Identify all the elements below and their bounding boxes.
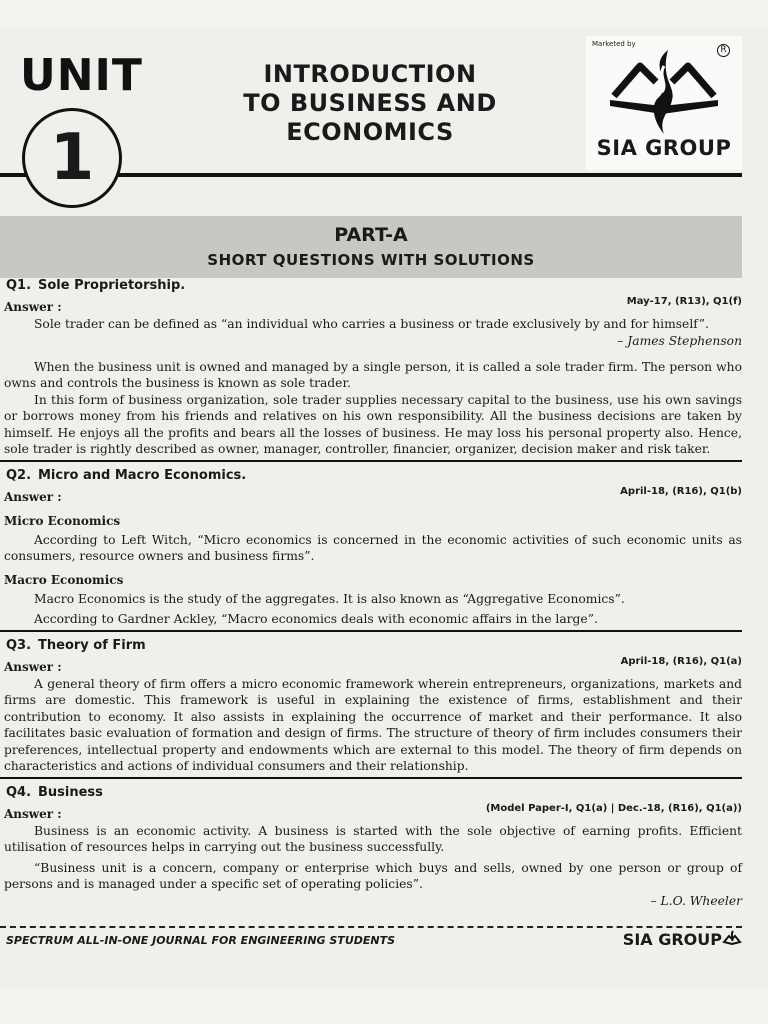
question-number: Q2. (6, 467, 32, 483)
answer-paragraph: According to Left Witch, “Micro economics is concerned in the economic activities of such economic units as consumers, resource owners and business firms”. (4, 532, 742, 563)
publisher-logo (586, 36, 742, 170)
question-number: Q3. (6, 637, 32, 653)
journal-name: SPECTRUM ALL-IN-ONE JOURNAL FOR ENGINEERING STUDENTS (6, 934, 396, 947)
question-separator (0, 777, 742, 779)
question-title: Theory of Firm (38, 637, 146, 653)
question-heading (0, 468, 742, 486)
answer-row (0, 296, 742, 316)
questions-section (0, 278, 742, 909)
sub-heading: Micro Economics (4, 513, 121, 528)
chapter-title-line: TO BUSINESS AND (243, 89, 497, 117)
sub-heading: Macro Economics (4, 572, 124, 587)
marketed-by-label: Marketed by (592, 40, 636, 48)
chapter-title-line: INTRODUCTION (263, 60, 477, 88)
chapter-title-line: ECONOMICS (286, 118, 454, 146)
answer-label: Answer : (4, 489, 62, 504)
exam-reference: May-17, (R13), Q1(f) (626, 296, 742, 307)
answer-paragraph: In this form of business organization, sole trader supplies necessary capital to the business, use his own savings or borrows money from his friends and relatives on his own responsibility. All the business decisions are taken by himself. He enjoys all the profits and bears all the losses of business. He may loss his personal property also. Hence, sole trader is rightly described as owner, manager, controller, financier, organizer, decision maker and risk taker. (4, 392, 742, 456)
answer-row (0, 656, 742, 676)
exam-reference: April-18, (R16), Q1(b) (620, 485, 742, 497)
answer-row (0, 803, 742, 823)
answer-paragraph: When the business unit is owned and managed by a single person, it is called a sole trader firm. The person who owns and controls the business is known as sole trader. (4, 359, 742, 390)
registered-mark: R (717, 44, 730, 57)
definition-quote: Sole trader can be defined as “an individual who carries a business or trade exclusively by and for himself”. (34, 317, 709, 331)
question-title: Sole Proprietorship. (38, 278, 186, 293)
answer-paragraph: Macro Economics is the study of the aggregates. It is also known as “Aggregative Economics”. (34, 591, 625, 606)
answer-paragraph: A general theory of firm offers a micro economic framework wherein entrepreneurs, organizations, markets and firms are domestic. This framework is useful in explaining the existence of firms, establishment and their contribution to economy. It also assists in explaining the occurrence of market and their performance. It also facilitates basic evaluation of formation and design of firms. The structure of theory of firm includes consumers their preferences, intellectual property and endowments which are external to this model. The theory of firm depends on characteristics and actions of individual consumers and their relationship. (4, 676, 742, 773)
part-subtitle: SHORT QUESTIONS WITH SOLUTIONS (207, 251, 535, 269)
chapter-title (200, 60, 540, 147)
answer-paragraph: According to Gardner Ackley, “Macro economics deals with economic affairs in the large”. (34, 612, 598, 626)
question-number: Q4. (6, 784, 32, 800)
definition-quote: “Business unit is a concern, company or enterprise which buys and sells, owned by one person or group of persons and is managed under a specific set of operating policies”. (4, 860, 742, 891)
unit-number-badge: 1 (22, 108, 122, 208)
answer-label: Answer : (4, 659, 62, 674)
part-banner (0, 216, 742, 278)
question-heading (0, 278, 742, 296)
answer-row (0, 486, 742, 506)
footer-publisher: SIA GROUP (622, 930, 722, 949)
question-title: Micro and Macro Economics. (38, 467, 247, 483)
publisher-name: SIA GROUP (596, 136, 732, 160)
answer-label: Answer : (4, 300, 62, 314)
exam-reference: April-18, (R16), Q1(a) (620, 655, 742, 667)
question-separator (0, 460, 742, 462)
question-heading (0, 638, 742, 656)
exam-reference: (Model Paper-I, Q1(a) | Dec.-18, (R16), Q1(a)) (485, 802, 742, 814)
question-heading (0, 785, 742, 803)
textbook-page (0, 30, 768, 990)
question-number: Q1. (6, 278, 32, 293)
sia-small-logo-icon (722, 930, 742, 950)
quote-author: – L.O. Wheeler (650, 893, 742, 908)
question-separator (0, 630, 742, 632)
answer-paragraph: Business is an economic activity. A business is started with the sole objective of earning profits. Efficient utilisation of resources helps in carrying out the business successfully. (4, 823, 742, 854)
answer-label: Answer : (4, 806, 62, 821)
question-title: Business (38, 784, 103, 800)
unit-label: UNIT (20, 50, 143, 101)
quote-author: – James Stephenson (617, 333, 742, 348)
page-footer (0, 926, 742, 956)
part-title: PART-A (334, 224, 408, 246)
sia-flame-book-icon (606, 46, 722, 138)
